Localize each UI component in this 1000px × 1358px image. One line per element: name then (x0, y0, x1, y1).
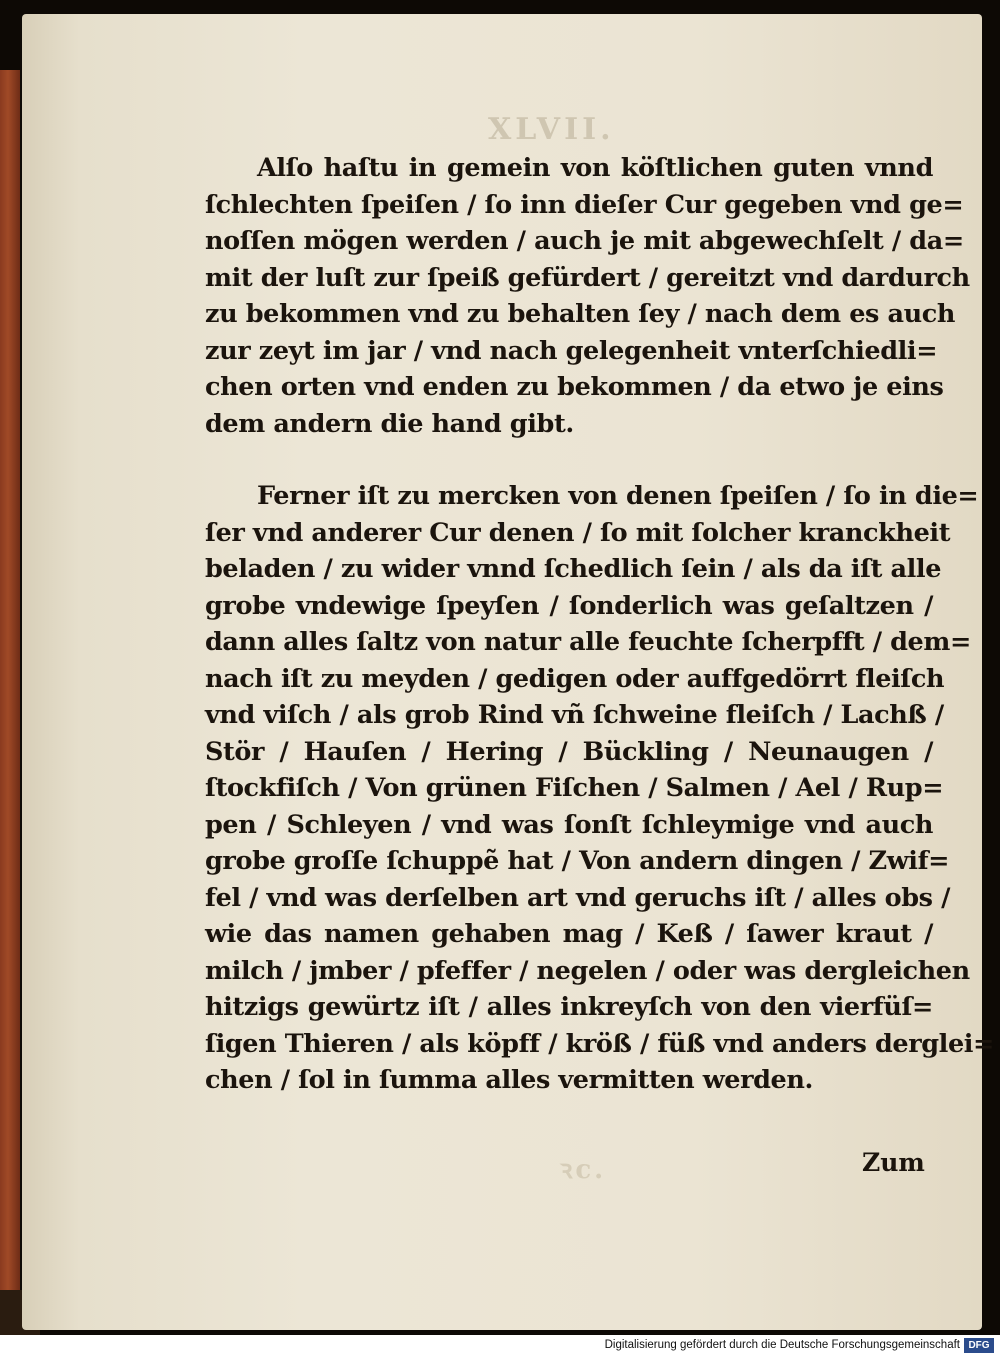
text-line: ſtockfiſch / Von grünen Fiſchen / Salmen / Ael / Rup= (205, 773, 944, 803)
text-line: chen / ſol in ſumma alles vermitten werden. (205, 1065, 813, 1095)
text-line: zur zeyt im jar / vnd nach gelegenheit vnterſchiedli= (205, 335, 938, 366)
funding-credit: Digitalisierung gefördert durch die Deutsche Forschungsgemeinschaft (604, 1339, 960, 1351)
text-line: chen orten vnd enden zu bekommen / da etwo je eins (205, 372, 944, 402)
text-line: Ferner iſt zu mercken von denen ſpeiſen / ſo in die= (257, 481, 979, 511)
text-line: beladen / zu wider vnnd ſchedlich ſein / als da iſt alle (205, 554, 942, 584)
paragraph-gap (205, 442, 933, 478)
text-line: grobe vndewige ſpeyſen / ſonderlich was geſaltzen / (205, 590, 933, 621)
text-line: Stör / Hauſen / Hering / Bückling / Neunaugen / (205, 736, 933, 767)
book-edge (0, 70, 20, 1300)
text-line: noſſen mögen werden / auch je mit abgewechſelt / da= (205, 226, 964, 256)
text-line: zu bekommen vnd zu behalten ſey / nach dem es auch (205, 299, 956, 329)
text-line: dem andern die hand gibt. (205, 408, 574, 439)
text-line: dann alles ſaltz von natur alle feuchte ſcherpfft / dem= (205, 627, 971, 657)
paragraph-1 (205, 150, 970, 442)
text-line: hitzigs gewürtz iſt / alles inkreyſch von den vierfüſ= (205, 992, 933, 1022)
folio-number: XLVII. (488, 112, 615, 147)
show-through: ꝛc. (560, 1155, 607, 1185)
text-line: milch / jmber / pfeffer / negelen / oder was dergleichen (205, 955, 970, 986)
text-line: mit der luſt zur ſpeiß gefürdert / gereitzt vnd dardurch (205, 262, 970, 293)
body-text (205, 150, 995, 1099)
catchword: Zum (862, 1148, 925, 1177)
text-line: fel / vnd was derſelben art vnd geruchs iſt / alles obs / (205, 882, 951, 913)
text-line: grobe groſſe ſchuppẽ hat / Von andern dingen / Zwif= (205, 846, 950, 876)
text-line: vnd viſch / als grob Rind vñ ſchweine fleiſch / Lachß / (205, 700, 944, 730)
text-line: ſer vnd anderer Cur denen / ſo mit ſolcher kranckheit (205, 517, 951, 548)
text-line: ſchlechten ſpeiſen / ſo inn dieſer Cur gegeben vnd ge= (205, 189, 964, 220)
text-line: ſigen Thieren / als köpff / kröß / füß vnd anders derglei= (205, 1028, 995, 1059)
dfg-logo[interactable]: DFG (964, 1338, 994, 1353)
paragraph-2 (205, 478, 995, 1099)
text-line: pen / Schleyen / vnd was ſonſt ſchleymige vnd auch (205, 809, 933, 840)
text-line: nach iſt zu meyden / gedigen oder auffgedörrt fleiſch (205, 663, 945, 694)
text-line: Alſo haſtu in gemein von köſtlichen guten vnnd (257, 153, 933, 183)
text-line: wie das namen gehaben mag / Keß / ſawer kraut / (205, 919, 933, 949)
